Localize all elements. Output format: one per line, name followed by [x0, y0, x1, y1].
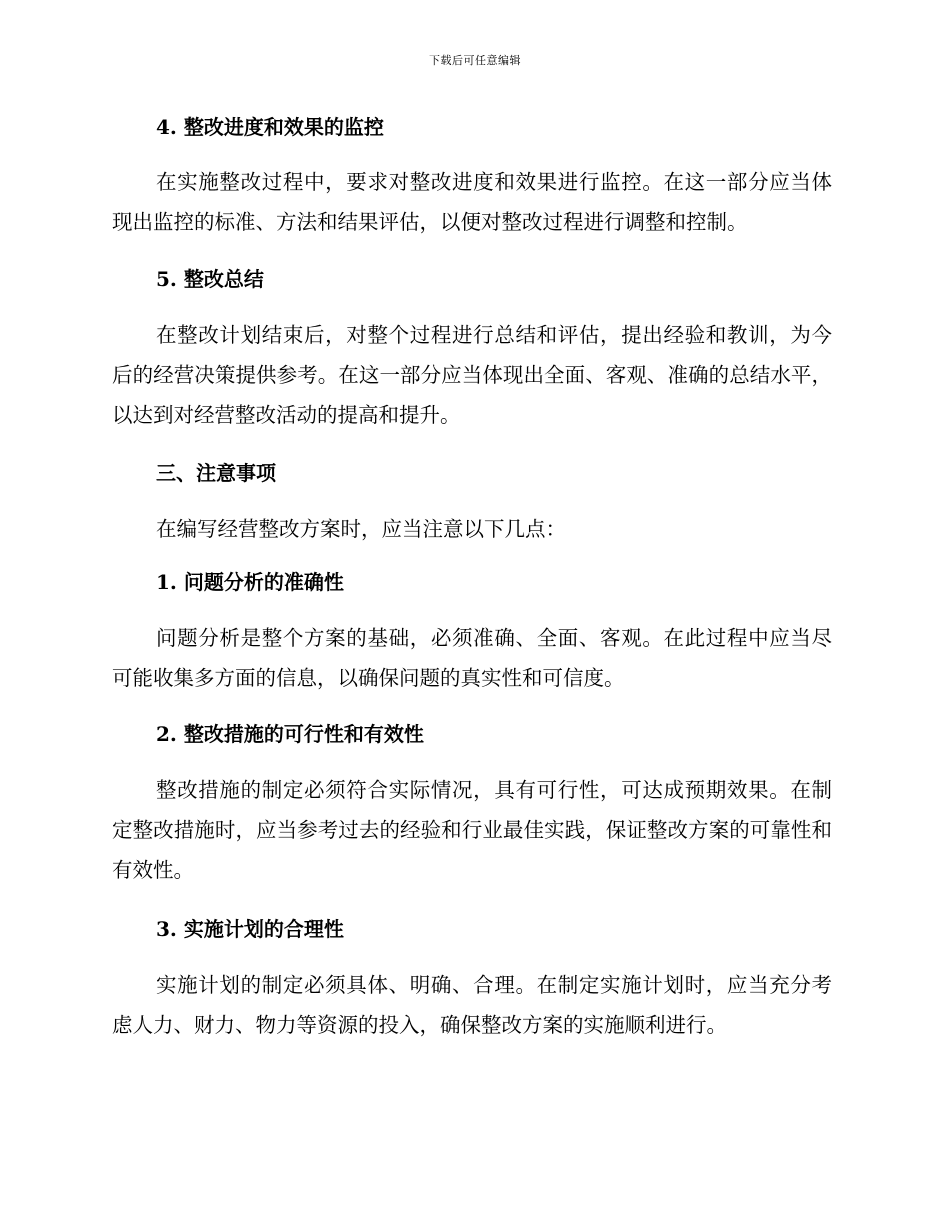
section-heading-summary: 5. 整改总结: [156, 267, 264, 291]
section-heading-notes: 三、注意事项: [156, 461, 276, 485]
paragraph-plan-rationality: 实施计划的制定必须具体、明确、合理。在制定实施计划时，应当充分考虑人力、财力、物力等资源的投入，确保整改方案的实施顺利进行。: [112, 973, 832, 1037]
paragraph-progress-monitoring: 在实施整改过程中，要求对整改进度和效果进行监控。在这一部分应当体现出监控的标准、方法和结果评估，以便对整改过程进行调整和控制。: [112, 170, 832, 234]
section-heading-problem-analysis: 1. 问题分析的准确性: [156, 570, 344, 594]
section-heading-progress-monitoring: 4. 整改进度和效果的监控: [156, 115, 384, 139]
section-heading-feasibility: 2. 整改措施的可行性和有效性: [156, 722, 424, 746]
section-heading-plan-rationality: 3. 实施计划的合理性: [156, 917, 344, 941]
page-header: 下载后可任意编辑: [429, 54, 521, 67]
paragraph-feasibility: 整改措施的制定必须符合实际情况，具有可行性，可达成预期效果。在制定整改措施时，应当参考过去的经验和行业最佳实践，保证整改方案的可靠性和有效性。: [112, 778, 832, 882]
paragraph-problem-analysis: 问题分析是整个方案的基础，必须准确、全面、客观。在此过程中应当尽可能收集多方面的信息，以确保问题的真实性和可信度。: [112, 626, 832, 690]
paragraph-notes-intro: 在编写经营整改方案时，应当注意以下几点：: [156, 517, 566, 541]
paragraph-summary: 在整改计划结束后，对整个过程进行总结和评估，提出经验和教训，为今后的经营决策提供参考。在这一部分应当体现出全面、客观、准确的总结水平，以达到对经营整改活动的提高和提升。: [112, 323, 832, 427]
